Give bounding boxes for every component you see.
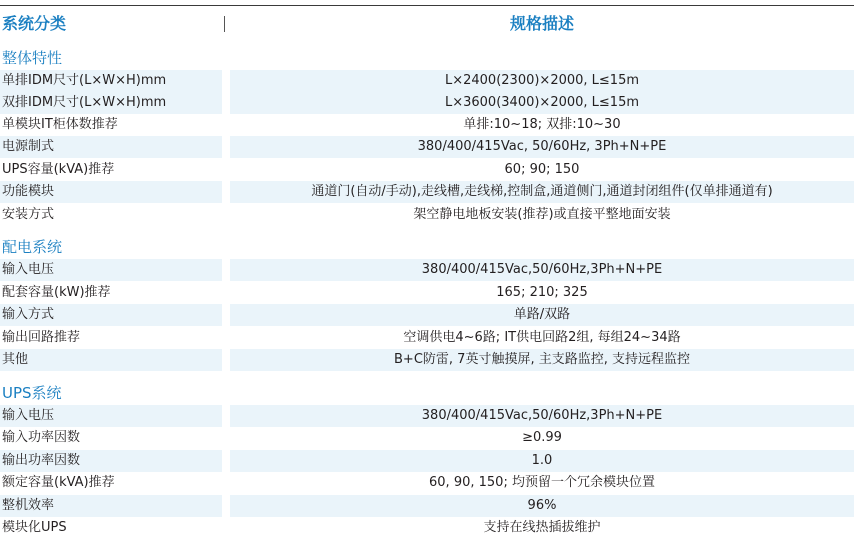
top-rule <box>0 5 854 6</box>
row-value: L×2400(2300)×2000, L≤15m <box>230 70 854 92</box>
table-row <box>0 405 854 427</box>
row-label: 输出功率因数 <box>0 450 222 472</box>
row-label: 输入电压 <box>0 259 222 281</box>
table-row <box>0 259 854 281</box>
row-value: 380/400/415Vac,50/60Hz,3Ph+N+PE <box>230 405 854 427</box>
row-label: 单排IDM尺寸(L×W×H)mm <box>0 70 222 92</box>
table-row <box>0 450 854 472</box>
section-title-ups: UPS系统 <box>2 384 62 402</box>
row-label: 功能模块 <box>0 181 222 203</box>
row-value: ≥0.99 <box>522 430 562 445</box>
row-label: 安装方式 <box>2 207 55 222</box>
row-label: 双排IDM尺寸(L×W×H)mm <box>0 92 222 114</box>
header-category: 系统分类 <box>2 14 67 33</box>
table-row <box>0 304 854 326</box>
row-value: 1.0 <box>230 450 854 472</box>
row-value: 空调供电4~6路; IT供电回路2组, 每组24~34路 <box>403 330 681 345</box>
row-label: UPS容量(kVA)推荐 <box>2 162 115 177</box>
table-row <box>0 92 854 114</box>
table-row <box>0 349 854 371</box>
row-value: 支持在线热插拔维护 <box>483 520 601 535</box>
table-row <box>0 136 854 158</box>
table-row <box>0 159 854 181</box>
row-label: 电源制式 <box>0 136 222 158</box>
row-label: 单模块IT柜体数推荐 <box>2 117 118 132</box>
row-label: 配套容量(kW)推荐 <box>2 285 111 300</box>
header-divider <box>224 16 225 32</box>
table-row <box>0 472 854 494</box>
row-value: 165; 210; 325 <box>496 285 588 300</box>
table-row <box>0 181 854 203</box>
row-label: 整机效率 <box>0 495 222 517</box>
row-label: 其他 <box>0 349 222 371</box>
row-value: 通道门(自动/手动),走线槽,走线梯,控制盒,通道侧门,通道封闭组件(仅单排通道有) <box>230 181 854 203</box>
row-value: 380/400/415Vac,50/60Hz,3Ph+N+PE <box>230 259 854 281</box>
row-label: 输出回路推荐 <box>2 330 81 345</box>
row-label: 额定容量(kVA)推荐 <box>2 475 115 490</box>
row-value: B+C防雷, 7英寸触摸屏, 主支路监控, 支持远程监控 <box>230 349 854 371</box>
row-value: 60, 90, 150; 均预留一个冗余模块位置 <box>429 475 655 490</box>
section-title-power-distribution: 配电系统 <box>2 238 63 256</box>
row-value: 架空静电地板安装(推荐)或直接平整地面安装 <box>413 207 671 222</box>
table-row <box>0 70 854 92</box>
table-row <box>0 327 854 349</box>
row-value: 60; 90; 150 <box>504 162 580 177</box>
row-value: 单路/双路 <box>230 304 854 326</box>
table-row <box>0 495 854 517</box>
table-row <box>0 114 854 136</box>
row-label: 输入电压 <box>0 405 222 427</box>
row-value: 单排:10~18; 双排:10~30 <box>463 117 621 132</box>
row-label: 输入功率因数 <box>2 430 81 445</box>
table-row <box>0 427 854 449</box>
table-row <box>0 282 854 304</box>
header-spec: 规格描述 <box>509 14 574 33</box>
row-value: 96% <box>230 495 854 517</box>
section-title-overall: 整体特性 <box>2 49 63 67</box>
table-header <box>0 13 854 37</box>
row-value: 380/400/415Vac, 50/60Hz, 3Ph+N+PE <box>230 136 854 158</box>
row-value: L×3600(3400)×2000, L≤15m <box>230 92 854 114</box>
table-row <box>0 204 854 226</box>
row-label: 模块化UPS <box>2 520 67 535</box>
table-row <box>0 517 854 539</box>
row-label: 输入方式 <box>0 304 222 326</box>
